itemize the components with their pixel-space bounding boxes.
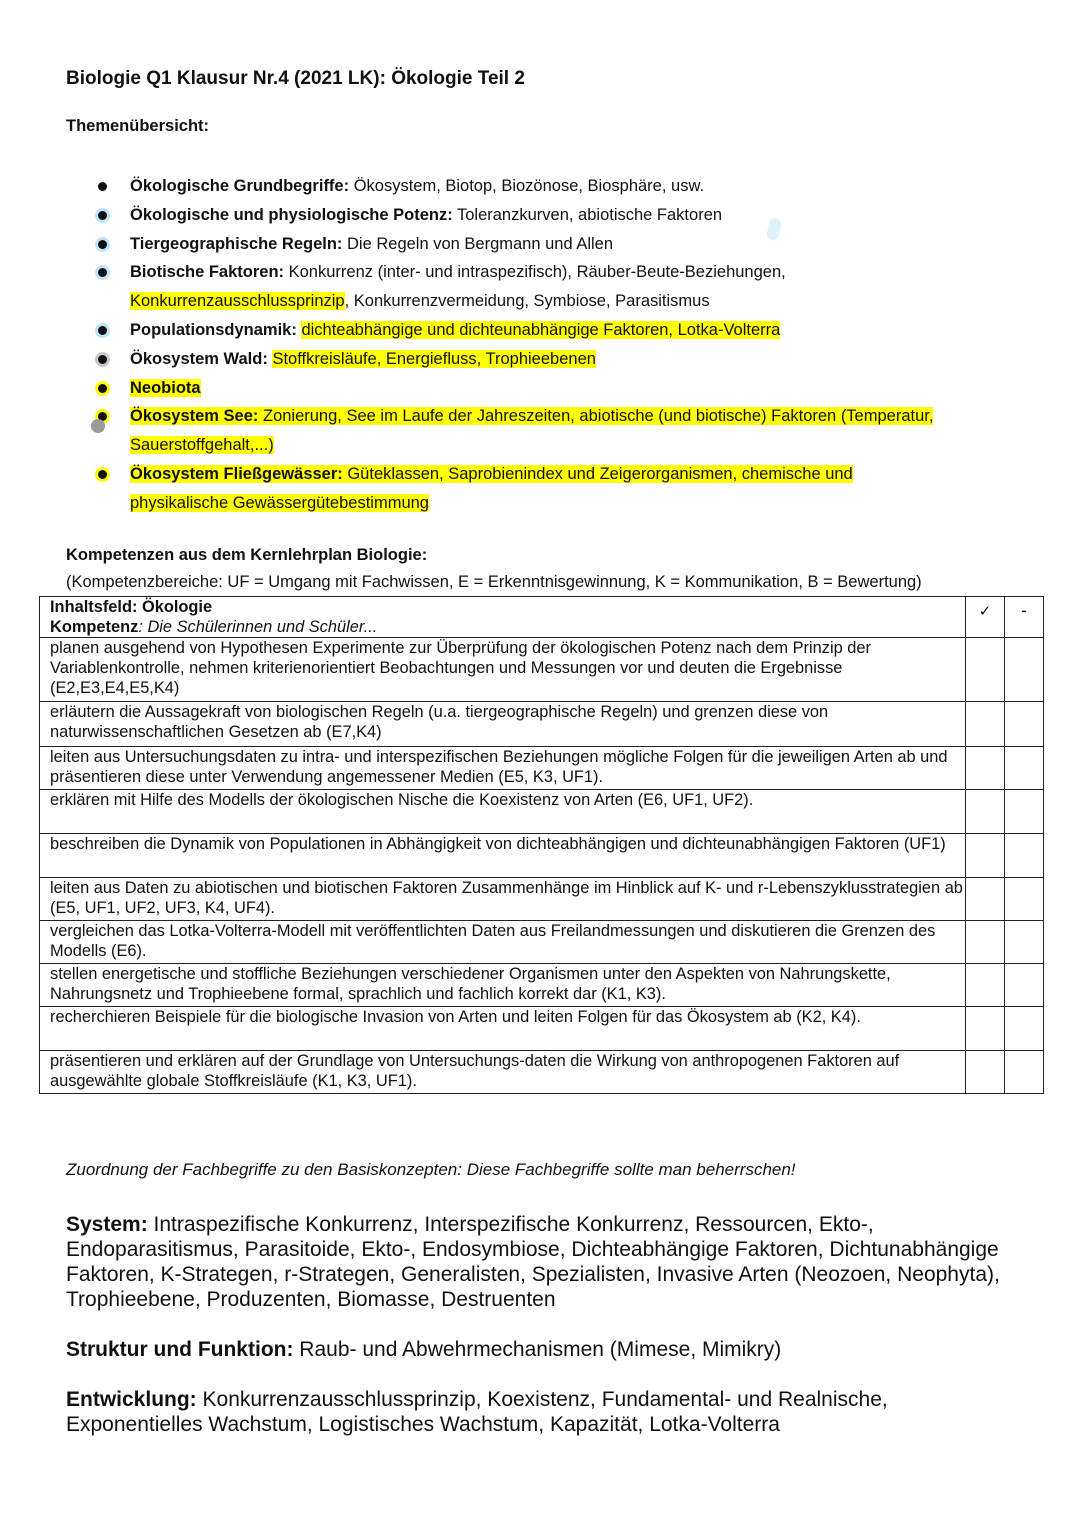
competency-text: erklären mit Hilfe des Modells der ökologischen Nische die Koexistenz von Arten (E6, UF1, UF2). [40,790,966,834]
table-row [40,638,1044,702]
column-header-dash [1005,597,1044,638]
concept-label: System: [66,1213,148,1236]
check-cell[interactable] [966,1007,1005,1051]
topic-term: Neobiota [130,378,201,397]
competency-subject [40,617,966,638]
bullet-icon [98,211,107,220]
dash-cell[interactable] [1005,702,1044,747]
table-row [40,790,1044,834]
concept-text: Intraspezifische Konkurrenz, Interspezifische Konkurrenz, Ressourcen, Ekto-, Endoparasitismus, Parasitoide, Ekto-, Endosymbiose, Dichteabhängige Faktoren, Dichtunabhängige Faktoren, K-Strategen, r-Strategen, Generalisten, Spezialisten, Invasive Arten (Neozoen, Neophyta), Trophieebene, Produzenten, Biomasse, Destruenten [66,1213,1000,1311]
check-cell[interactable] [966,1051,1005,1094]
topic-highlight-continued: physikalische Gewässergütebestimmung [130,493,429,512]
topic-highlight: Zonierung, See im Laufe der Jahreszeiten, abiotische (und biotische) Faktoren (Temperatur, [258,407,934,426]
overview-heading: Themenübersicht: [66,117,210,135]
topic-item [90,258,1050,316]
dash-cell[interactable] [1005,878,1044,921]
check-cell[interactable] [966,747,1005,790]
check-cell[interactable] [966,638,1005,702]
topic-highlight: dichteabhängige und dichteunabhängige Faktoren, Lotka-Volterra [301,320,781,339]
topic-term: Ökosystem Fließgewässer: [130,464,343,483]
bullet-icon [98,240,107,249]
check-cell[interactable] [966,834,1005,878]
competency-text: stellen energetische und stoffliche Beziehungen verschiedener Organismen unter den Aspekten von Nahrungskette, Nahrungsnetz und Trophieebene formal, sprachlich und fachlich korrekt dar (K1, K3). [40,964,966,1007]
content-field-label: Inhaltsfeld: Ökologie [40,597,966,618]
dash-cell[interactable] [1005,1051,1044,1094]
competencies-heading: Kompetenzen aus dem Kernlehrplan Biologie: [66,546,428,564]
topic-item [90,402,1050,460]
dash-cell[interactable] [1005,790,1044,834]
gray-ink-mark [91,419,105,433]
concept-label: Struktur und Funktion: [66,1338,294,1361]
table-row [40,834,1044,878]
concept-development [66,1387,1026,1437]
page-title: Biologie Q1 Klausur Nr.4 (2021 LK): Ökologie Teil 2 [66,68,525,89]
topic-item [90,374,1050,403]
topic-text-continued: , Konkurrenzvermeidung, Symbiose, Parasitismus [344,292,710,311]
competency-text: präsentieren und erklären auf der Grundlage von Untersuchungs-daten die Wirkung von anthropogenen Faktoren auf ausgewählte globale Stoffkreisläufe (K1, K3, UF1). [40,1051,966,1094]
concept-structure-function [66,1337,1026,1362]
concept-text: Raub- und Abwehrmechanismen (Mimese, Mimikry) [293,1338,782,1361]
table-row [40,964,1044,1007]
topic-text: Toleranzkurven, abiotische Faktoren [452,205,723,224]
competency-text: recherchieren Beispiele für die biologische Invasion von Arten und leiten Folgen für das Ökosystem ab (K2, K4). [40,1007,966,1051]
competency-text: beschreiben die Dynamik von Populationen in Abhängigkeit von dichteabhängigen und dichteunabhängigen Faktoren (UF1) [40,834,966,878]
competency-label: Kompetenz [50,618,139,636]
dash-cell[interactable] [1005,1007,1044,1051]
dash-cell[interactable] [1005,964,1044,1007]
topic-term: Ökologische und physiologische Potenz: [130,205,453,224]
competency-areas: (Kompetenzbereiche: UF = Umgang mit Fachwissen, E = Erkenntnisgewinnung, K = Kommunikation, B = Bewertung) [66,573,922,591]
table-row [40,702,1044,747]
table-header-row [40,617,1044,638]
check-cell[interactable] [966,790,1005,834]
bullet-icon [98,326,107,335]
competency-text: erläutern die Aussagekraft von biologischen Regeln (u.a. tiergeographische Regeln) und grenzen diese von naturwissenschaftlichen Gesetzen ab (E7,K4) [40,702,966,747]
competency-text: planen ausgehend von Hypothesen Experimente zur Überprüfung der ökologischen Potenz nach dem Prinzip der Variablenkontrolle, nehmen kriterienorientiert Beobachtungen und Messungen vor und deuten die Ergebnisse (E2,E3,E4,E5,K4) [40,638,966,702]
topic-term: Ökosystem Wald: [130,349,268,368]
dash-cell[interactable] [1005,921,1044,964]
topic-highlight: Konkurrenzausschlussprinzip [130,292,345,311]
check-cell[interactable] [966,878,1005,921]
topic-item [90,230,1050,259]
bullet-icon [98,384,107,393]
dash-cell[interactable] [1005,834,1044,878]
competency-text: leiten aus Daten zu abiotischen und biotischen Faktoren Zusammenhänge im Hinblick auf K- und r-Lebenszyklusstrategien ab (E5, UF1, UF2, UF3, K4, UF4). [40,878,966,921]
topic-highlight-continued: Sauerstoffgehalt,...) [130,436,274,455]
check-cell[interactable] [966,702,1005,747]
table-row [40,1051,1044,1094]
concept-label: Entwicklung: [66,1388,197,1411]
dash-cell[interactable] [1005,747,1044,790]
dash-cell[interactable] [1005,638,1044,702]
competency-subject-text: : Die Schülerinnen und Schüler... [138,618,378,636]
topic-item [90,172,1050,201]
topic-highlight: Stoffkreisläufe, Energiefluss, Trophieebenen [272,349,596,368]
check-icon: ✓ [978,602,992,620]
competency-text: leiten aus Untersuchungsdaten zu intra- und interspezifischen Beziehungen mögliche Folgen für die jeweiligen Arten ab und präsentieren diese unter Verwendung angemessener Medien (E5, K3, UF1). [40,747,966,790]
bullet-icon [98,355,107,364]
topic-item [90,460,1050,518]
topic-text: Die Regeln von Bergmann und Allen [342,234,614,253]
check-cell[interactable] [966,921,1005,964]
topic-item [90,316,1050,345]
topic-list [90,172,1050,518]
table-header-row [40,597,1044,618]
topic-term: Tiergeographische Regeln: [130,234,343,253]
dash-label: - [1021,602,1027,620]
topic-highlight: Güteklassen, Saprobienindex und Zeigerorganismen, chemische und [342,464,853,483]
topic-text: Konkurrenz (inter- und intraspezifisch), Räuber-Beute-Beziehungen, [284,263,786,282]
table-row [40,1007,1044,1051]
competency-text: vergleichen das Lotka-Volterra-Modell mit veröffentlichten Daten aus Freilandmessungen und diskutieren die Grenzen des Modells (E6). [40,921,966,964]
column-header-check [966,597,1005,638]
topic-text: Ökosystem, Biotop, Biozönose, Biosphäre, usw. [349,177,705,195]
competency-table [39,596,1044,1094]
bullet-icon [98,182,107,191]
concepts-note: Zuordnung der Fachbegriffe zu den Basiskonzepten: Diese Fachbegriffe sollte man beherrschen! [66,1160,796,1179]
table-row [40,878,1044,921]
concept-system [66,1212,1026,1312]
topic-item [90,345,1050,374]
topic-term: Populationsdynamik: [130,320,297,339]
table-row [40,921,1044,964]
bullet-icon [98,470,107,479]
bullet-icon [98,268,107,277]
concept-text: Konkurrenzausschlussprinzip, Koexistenz, Fundamental- und Realnische, Exponentielles Wachstum, Logistisches Wachstum, Kapazität, Lotka-Volterra [66,1388,888,1436]
table-row [40,747,1044,790]
topic-term: Biotische Faktoren: [130,263,285,282]
topic-item [90,201,1050,230]
topic-term: Ökologische Grundbegriffe: [130,177,350,195]
topic-term: Ökosystem See: [130,407,259,426]
check-cell[interactable] [966,964,1005,1007]
